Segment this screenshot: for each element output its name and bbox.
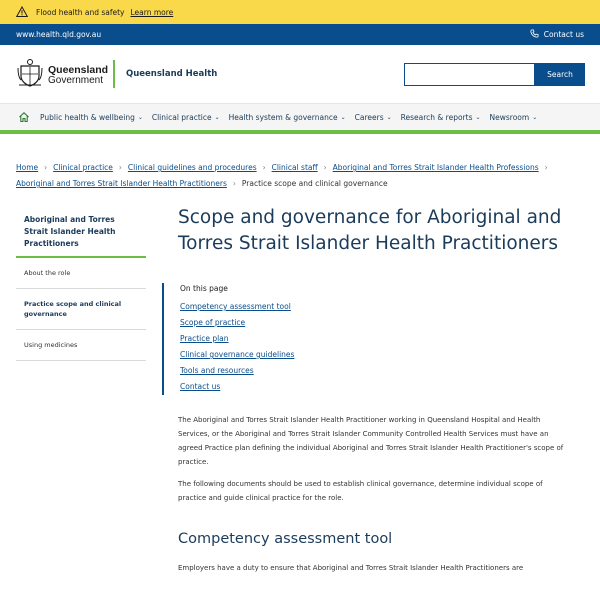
chevron-down-icon: ⌄ [532, 113, 538, 121]
nav-item-label: Health system & governance [228, 112, 338, 122]
breadcrumb-link-clinical-guidelines[interactable]: Clinical guidelines and procedures [127, 163, 257, 172]
nav-item-clinical-practice[interactable] [152, 113, 220, 122]
nav-item-careers[interactable] [355, 113, 392, 122]
nav-item-label: Research & reports [400, 112, 473, 122]
agency-name[interactable]: Queensland Health [126, 69, 218, 79]
queensland-crest-logo[interactable] [17, 58, 43, 88]
breadcrumb-link-home[interactable]: Home [16, 163, 39, 172]
nav-item-label: Public health & wellbeing [40, 112, 135, 122]
chevron-right-icon: › [44, 163, 48, 172]
site-url-link[interactable]: www.health.qld.gov.au [16, 30, 102, 39]
nav-item-label: Clinical practice [151, 112, 212, 122]
side-nav-item-using-medicines[interactable]: Using medicines [16, 330, 146, 361]
section-heading-competency: Competency assessment tool [178, 531, 393, 547]
chevron-right-icon: › [262, 163, 266, 172]
alert-bar [0, 0, 600, 24]
side-nav-item-about-role[interactable]: About the role [16, 258, 146, 289]
main-content [178, 205, 573, 583]
chevron-right-icon: › [118, 163, 122, 172]
alert-learn-more-link[interactable]: Learn more [130, 7, 174, 17]
site-bar [0, 24, 600, 45]
otp-link-practice-plan[interactable]: Practice plan [180, 334, 229, 343]
otp-link-competency[interactable]: Competency assessment tool [180, 302, 291, 311]
nav-item-health-system[interactable] [229, 113, 346, 122]
chevron-down-icon: ⌄ [340, 113, 346, 121]
contact-us-label: Contact us [543, 30, 584, 39]
chevron-right-icon: › [544, 163, 548, 172]
main-nav [0, 103, 600, 130]
nav-item-label: Newsroom [489, 112, 530, 122]
search-input[interactable] [404, 63, 535, 86]
search-form [404, 63, 585, 86]
breadcrumb-link-health-practitioners[interactable]: Aboriginal and Torres Strait Islander Health Practitioners [16, 179, 227, 188]
breadcrumb-link-clinical-staff[interactable]: Clinical staff [271, 163, 318, 172]
otp-link-scope[interactable]: Scope of practice [180, 318, 246, 327]
nav-item-newsroom[interactable] [490, 113, 538, 122]
breadcrumb-link-health-professions[interactable]: Aboriginal and Torres Strait Islander Health Professions [332, 163, 539, 172]
otp-link-governance[interactable]: Clinical governance guidelines [180, 350, 295, 359]
home-icon[interactable] [18, 111, 30, 123]
chevron-right-icon: › [232, 179, 236, 188]
side-nav-item-practice-scope[interactable]: Practice scope and clinical governance [16, 289, 146, 330]
chevron-down-icon: ⌄ [214, 113, 220, 121]
nav-item-label: Careers [354, 112, 384, 122]
chevron-down-icon: ⌄ [475, 113, 481, 121]
page-title: Scope and governance for Aboriginal and Torres Strait Islander Health Practitioners [178, 207, 562, 254]
alert-text: Flood health and safety [36, 7, 125, 17]
nav-accent-bar [0, 130, 600, 134]
side-nav-title[interactable]: Aboriginal and Torres Strait Islander Health Practitioners [16, 206, 146, 258]
otp-link-tools[interactable]: Tools and resources [180, 366, 254, 375]
search-button[interactable]: Search [535, 63, 585, 86]
site-header [0, 45, 600, 103]
side-nav [16, 206, 146, 361]
otp-link-contact[interactable]: Contact us [180, 382, 221, 391]
competency-paragraph: Employers have a duty to ensure that Aboriginal and Torres Strait Islander Health Practitioners are [178, 564, 524, 572]
chevron-right-icon: › [323, 163, 327, 172]
on-this-page-nav [162, 283, 573, 395]
documents-paragraph: The following documents should be used to establish clinical governance, determine individual scope of practice and guide clinical practice for the role. [178, 480, 543, 502]
warning-icon [16, 6, 28, 18]
intro-paragraph: The Aboriginal and Torres Strait Islander Health Practitioner working in Queensland Hospital and Health Services, or the Aboriginal and Torres Strait Islander Community Controlled Health Services must have an agreed Practice plan defining the individual Aboriginal and Torres Strait Islander Health Practitioner's scope of practice. [178, 416, 564, 466]
logo-divider [113, 60, 115, 88]
breadcrumb-link-clinical-practice[interactable]: Clinical practice [53, 163, 113, 172]
government-name [48, 65, 108, 87]
breadcrumb [16, 160, 586, 192]
nav-item-public-health[interactable] [40, 113, 143, 122]
breadcrumb-current: Practice scope and clinical governance [241, 179, 388, 188]
chevron-down-icon: ⌄ [386, 113, 392, 121]
contact-us-link[interactable] [530, 29, 584, 40]
nav-item-research-reports[interactable] [401, 113, 481, 122]
phone-icon [530, 29, 539, 40]
gov-name-line2: Government [48, 75, 104, 87]
gov-name-line1: Queensland [48, 64, 109, 76]
on-this-page-heading: On this page [180, 284, 228, 293]
chevron-down-icon: ⌄ [137, 113, 143, 121]
